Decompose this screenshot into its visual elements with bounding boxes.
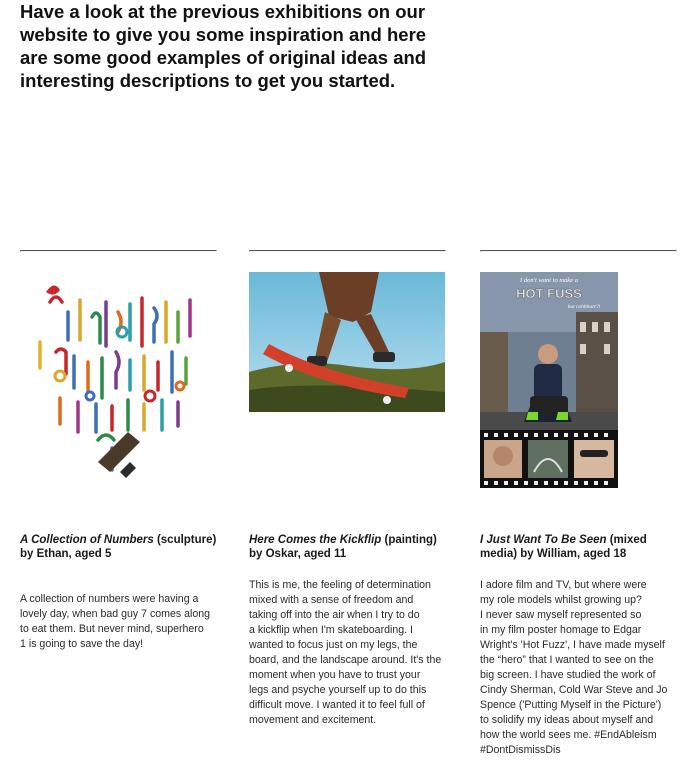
exhibit-card-kickflip bbox=[249, 250, 444, 726]
description-line: moment when you have to trust your bbox=[249, 669, 421, 681]
intro-line: interesting descriptions to get you started. bbox=[20, 70, 396, 91]
exhibit-description bbox=[480, 578, 680, 758]
poster-sub-text: but cohhhurt?! bbox=[567, 304, 601, 310]
description-line: difficult move. I wanted it to feel full of bbox=[249, 699, 425, 711]
poster-top-text: I don't want to make a bbox=[520, 277, 578, 284]
intro-heading bbox=[20, 0, 450, 92]
description-line: to eat them. But never mind, superhero bbox=[20, 623, 204, 635]
description-line: This is me, the feeling of determination bbox=[249, 579, 431, 591]
exhibit-caption bbox=[480, 533, 685, 561]
divider bbox=[480, 250, 677, 252]
description-line: the “hero” that I wanted to see on the bbox=[480, 654, 654, 666]
exhibit-description bbox=[20, 592, 220, 652]
exhibit-description bbox=[249, 578, 449, 728]
exhibit-byline: media) by William, aged 18 bbox=[480, 548, 627, 560]
exhibit-card-seen bbox=[480, 250, 675, 756]
description-line: mixed with a sense of freedom and bbox=[249, 594, 414, 606]
description-line: I never saw myself represented so bbox=[480, 609, 642, 621]
description-line: Wright's 'Hot Fuzz', I have made myself bbox=[480, 639, 665, 651]
description-line: in my film poster homage to Edgar bbox=[480, 624, 642, 636]
description-line: big screen. I have studied the work of bbox=[480, 669, 656, 681]
skateboard-painting-image bbox=[249, 272, 445, 412]
description-line: wanted to focus just on my legs, the bbox=[249, 639, 418, 651]
exhibit-caption bbox=[249, 533, 454, 561]
exhibit-medium: (painting) bbox=[381, 534, 437, 546]
divider bbox=[249, 250, 446, 252]
exhibit-medium: (sculpture) bbox=[153, 534, 217, 546]
exhibit-card-numbers bbox=[20, 250, 217, 650]
exhibit-title: Here Comes the Kickflip bbox=[249, 534, 382, 546]
sculpture-numbers-image bbox=[20, 272, 215, 490]
description-line: I adore film and TV, but where were bbox=[480, 579, 647, 591]
intro-line: are some good examples of original ideas and bbox=[20, 47, 427, 68]
description-line: A collection of numbers were having a bbox=[20, 593, 199, 605]
exhibit-byline: by Oskar, aged 11 bbox=[249, 548, 347, 560]
description-line: Spence ('Putting Myself in the Picture') bbox=[480, 699, 662, 711]
description-line: lovely day, when bad guy 7 comes along bbox=[20, 608, 211, 620]
description-line: my role models whilst growing up? bbox=[480, 594, 642, 606]
description-line: a kickflip when I'm skateboarding. I bbox=[249, 624, 413, 636]
exhibit-caption bbox=[20, 533, 225, 561]
description-line: 1 is going to save the day! bbox=[20, 638, 144, 650]
description-line: Cindy Sherman, Cold War Steve and Jo bbox=[480, 684, 668, 696]
description-line: legs and psyche yourself up to do this bbox=[249, 684, 427, 696]
description-line: #DontDismissDis bbox=[480, 744, 561, 756]
poster-headline: HOT FUSS bbox=[516, 286, 582, 301]
description-line: to solidify my ideas about myself and bbox=[480, 714, 654, 726]
exhibit-byline: by Ethan, aged 5 bbox=[20, 548, 112, 560]
description-line: how the world sees me. #EndAbleism bbox=[480, 729, 657, 741]
exhibit-title: A Collection of Numbers bbox=[20, 534, 154, 546]
film-poster-image bbox=[480, 272, 618, 488]
intro-line: Have a look at the previous exhibitions on our bbox=[20, 1, 426, 22]
description-line: movement and excitement. bbox=[249, 714, 377, 726]
description-line: taking off into the air when I try to do bbox=[249, 609, 420, 621]
divider bbox=[20, 250, 217, 252]
description-line: board, and the landscape around. It's the bbox=[249, 654, 442, 666]
exhibit-medium: (mixed bbox=[606, 534, 647, 546]
intro-line: website to give you some inspiration and here bbox=[20, 24, 427, 45]
exhibit-title: I Just Want To Be Seen bbox=[480, 534, 607, 546]
